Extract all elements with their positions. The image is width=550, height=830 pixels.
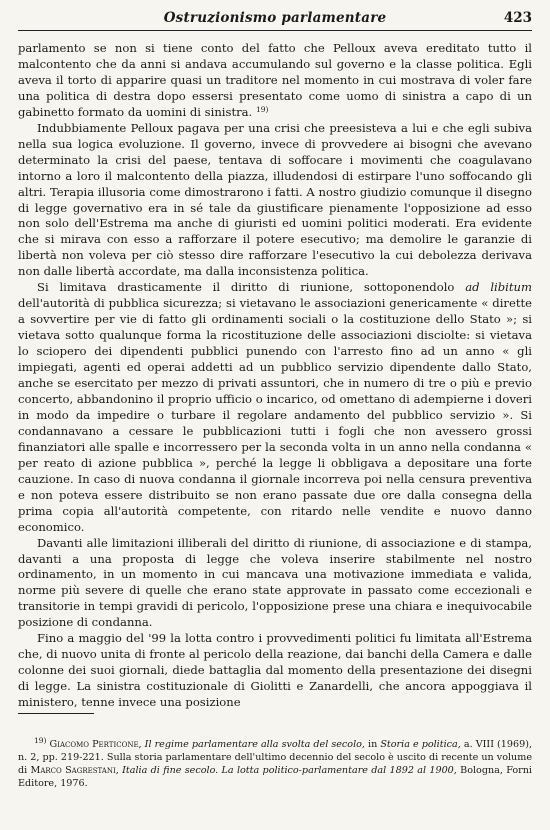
footnote-marker: 19) [34, 736, 47, 745]
paragraph-2: Indubbiamente Pelloux pagava per una crisi che preesisteva a lui e che egli subiva nella sua logica evoluzione. Il governo, invece di provvedere ai bisogni che avevano determinato la crisi del paese, tentava di soffocare i movimenti che coagulavano intorno a loro il malcontento della piazza, illudendosi di estirpare l'uno soffocando gli altri. Terapia illusoria come dimostrarono i fatti. A nostro giudizio comunque il disegno di legge governativo era in sé tale da giustificare pienamente l'opposizione ad esso non solo dell'Estrema ma anche di giuristi ed uomini politici moderati. Era evidente che si mirava con esso a rafforzare il potere esecutivo; ma demolire le garanzie di libertà non voleva per ciò stesso dire rafforzare l'esecutivo la cui debolezza derivava non dalle libertà accordate, ma dalla inconsistenza politica. [18, 120, 532, 279]
paragraph-3-text-rest: dell'autorità di pubblica sicurezza; si vietavano le associazioni genericamente « dirette a sovvertire per vie di fatto gli ordinamenti sociali o la costituzione dello Stato »; si vietava sotto qualunque forma la ricostituzione delle associazioni disciolte: si vietava lo sciopero dei dipendenti pubblici punendo con l'arresto fino ad un anno « gli impiegati, agenti ed operai addetti ad un pubblico servizio dipendente dallo Stato, anche se esercitato per mezzo di privati assuntori, che in numero di tre o più e previo concerto, abbandonino il proprio ufficio o incarico, od omettano di adempierne i doveri in modo da impedire o turbare il regolare andamento del pubblico servizio ». Si condannavano a cessare le pubblicazioni tutti i fogli che non avessero grossi finanziatori alle spalle e incorressero per la seconda volta in un anno nella condanna « per reato di azione pubblica », perché la legge li obbligava a depositare una forte cauzione. In caso di nuova condanna il giornale incorreva poi nella censura preventiva e non poteva essere distribuito se non erano passate due ore dalla consegna della prima copia all'autorità competente, con ritardo nelle vendite e nuovo danno economico. [18, 296, 532, 534]
footnote-separator [18, 713, 94, 714]
paragraph-4: Davanti alle limitazioni illiberali del diritto di riunione, di associazione e di stampa, davanti a una proposta di legge che voleva inserire stabilmente nel nostro ordinamento, in un momento in cui mancava una motivazione immediata e valida, norme più severe di quelle che erano state approvate in passato come eccezionali e transitorie in tempi gravidi di pericolo, l'opposizione prese una chiara e inequivocabile posizione di condanna. [18, 535, 532, 630]
paragraph-1 [18, 41, 532, 121]
footnote-author: Giacomo Perticone, [49, 739, 142, 750]
footnote [18, 738, 532, 790]
book-page [18, 8, 532, 711]
footnote-publication: a. VIII (1969), n. 2, pp. 219-221. Sulla storia parlamentare dell'ultimo decennio del secolo è uscito di recente un volume di [18, 739, 532, 776]
latin-phrase: ad libitum [465, 280, 532, 295]
page-header [18, 8, 532, 31]
paragraph-3-text-start: Si limitava drasticamente il diritto di riunione, sottoponendolo [37, 280, 466, 295]
body-text [18, 41, 532, 711]
footnote-journal: Storia e politica, [380, 739, 461, 750]
footnote-title-2: Italia di fine secolo. La lotta politico-parlamentare dal 1892 al 1900, [122, 765, 457, 776]
footnote-publication-2: Bologna, Forni Editore, 1976. [18, 765, 532, 789]
page-number: 423 [503, 10, 532, 26]
running-title: Ostruzionismo parlamentare [163, 10, 387, 26]
footnote-reference: 19) [255, 104, 269, 114]
paragraph-3 [18, 280, 532, 535]
paragraph-1-text: parlamento se non si tiene conto del fatto che Pelloux aveva ereditato tutto il malcontento che da anni si andava accumulando sul governo e la classe politica. Egli aveva il torto di apparire quasi un traditore nel momento in cui mostrava di voler fare una politica di destra dopo essersi presentato come uomo di sinistra a capo di un gabinetto formato da uomini di sinistra. [18, 41, 532, 119]
footnote-title: Il regime parlamentare alla svolta del secolo, [144, 739, 365, 750]
paragraph-5: Fino a maggio del '99 la lotta contro i provvedimenti politici fu limitata all'Estrema che, di nuovo unita di fronte al pericolo della reazione, dai banchi della Camera e dalle colonne dei suoi giornali, diede battaglia dal momento della presentazione dei disegni di legge. La sinistra costituzionale di Giolitti e Zanardelli, che ancora appoggiava il ministero, tenne invece una posizione [18, 631, 532, 710]
footnote-author-2: Marco Sagrestani, [30, 765, 119, 776]
footnote-in: in [364, 739, 381, 750]
